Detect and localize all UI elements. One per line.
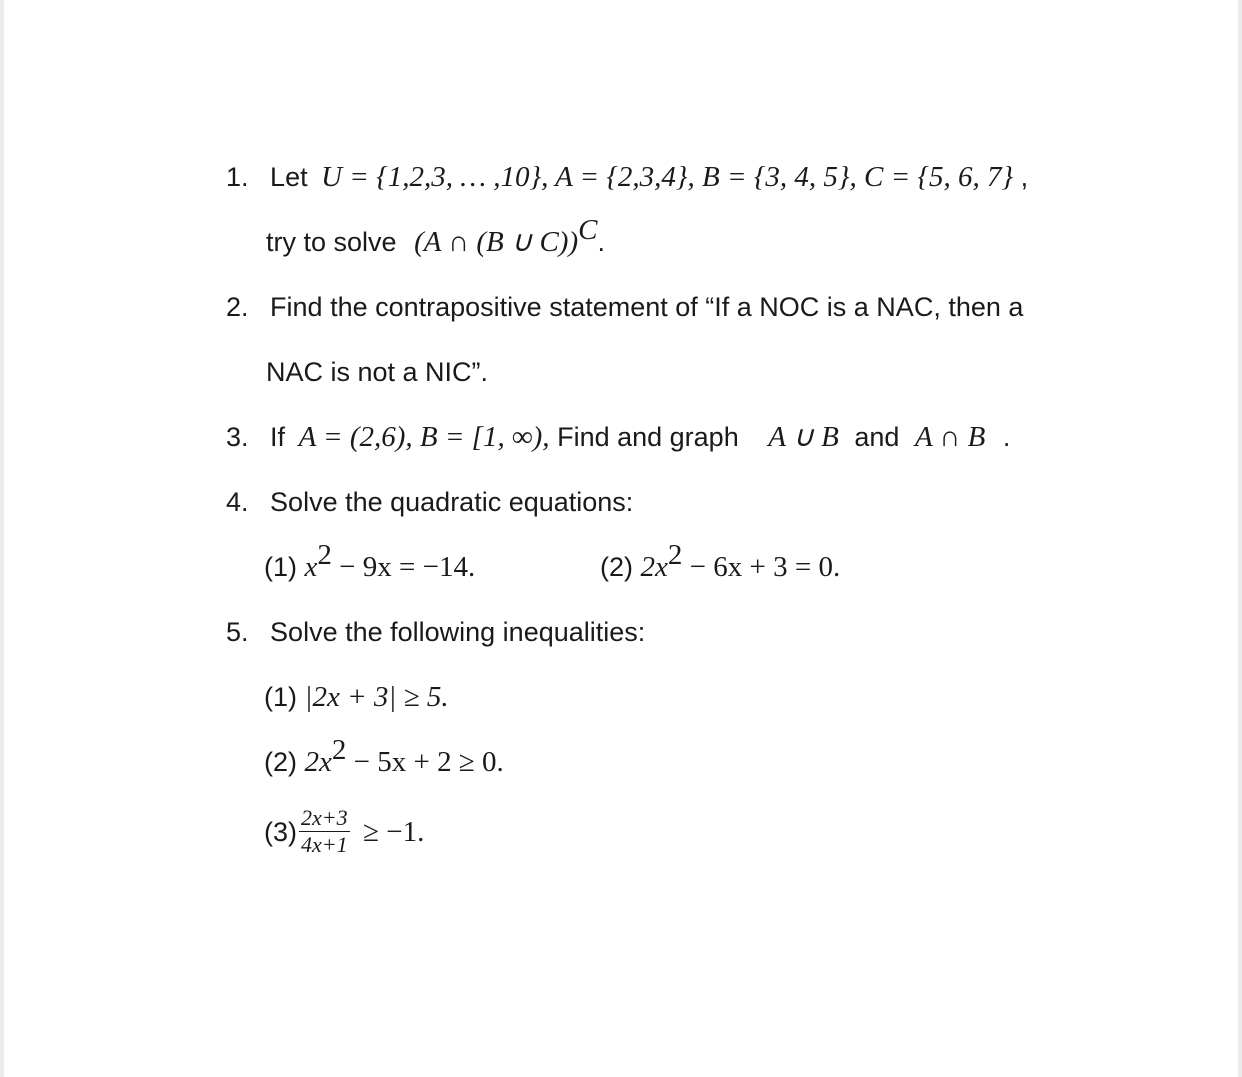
problem-2-line-1 [226,290,1023,324]
complement-superscript: C [578,214,598,246]
problem-3-line [226,420,1010,454]
part-label: (1) [264,552,297,582]
math-expression: A = (2,6), B = [1, ∞), [298,421,550,453]
problem-text: NAC is not a NIC”. [266,357,489,387]
problem-text: Solve the following inequalities: [270,617,646,647]
problem-text: Let [270,162,308,192]
problem-5-heading [226,615,645,649]
problem-4-part-2 [600,539,841,584]
problem-text: and [854,422,900,452]
problem-text: Find the contrapositive statement of “If a NOC is a NAC, then a [270,292,1024,322]
math-expression: 2x [640,551,668,583]
math-expression: ≥ −1. [363,815,425,848]
math-expression: − 9x = −14. [331,551,476,583]
problem-text: Find and graph [557,422,739,452]
problem-4-part-1 [264,539,476,584]
math-expression: U = {1,2,3, … ,10}, A = {2,3,4}, B = {3, 4, 5}, C = {5, 6, 7} [321,161,1014,193]
problem-number: 2. [226,292,249,322]
math-union: A ∪ B [768,421,839,453]
problem-2-line-2 [266,355,488,389]
part-label: (3) [264,816,297,847]
problem-5-part-1 [264,680,449,714]
math-expression: (A ∩ (B ∪ C)) [414,226,579,258]
problem-text: try to solve [266,227,397,257]
problem-4-heading [226,485,633,519]
math-expression: − 5x + 2 ≥ 0. [346,746,504,778]
fraction-denominator: 4x+1 [301,832,348,858]
math-expression: − 6x + 3 = 0. [682,551,841,583]
math-expression: x [304,551,318,583]
exponent: 2 [667,539,683,571]
punctuation: . [1002,422,1011,452]
exponent: 2 [317,539,332,571]
part-label: (1) [264,682,297,712]
problem-text: Solve the quadratic equations: [270,487,634,517]
problem-5-part-3 [264,800,424,862]
problem-text: If [270,422,286,452]
problem-1-line-2 [266,214,605,259]
problem-5-part-2 [264,734,504,779]
problem-number: 4. [226,487,249,517]
punctuation: . [597,227,605,257]
problem-1-line-1 [226,160,1028,194]
part-label: (2) [600,552,633,582]
part-label: (2) [264,747,297,777]
math-expression: 2x [304,746,332,778]
punctuation: , [1013,162,1029,192]
problem-number: 1. [226,162,249,192]
math-intersection: A ∩ B [914,421,986,453]
problem-number: 3. [226,422,249,452]
document-page [4,0,1238,1077]
exponent: 2 [331,734,347,766]
math-expression: |2x + 3| ≥ 5. [304,681,449,713]
fraction [299,805,350,858]
fraction-numerator: 2x+3 [301,805,348,831]
problem-number: 5. [226,617,249,647]
